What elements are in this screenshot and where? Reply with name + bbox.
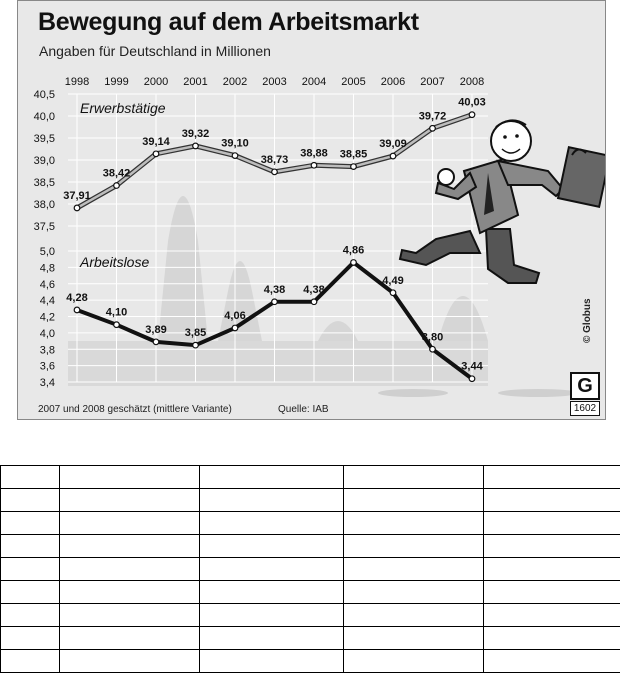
chart-footnote: 2007 und 2008 geschätzt (mittlere Variante) [38, 404, 232, 415]
data-point [430, 346, 436, 352]
data-label: 3,44 [461, 361, 483, 373]
data-label: 4,10 [106, 307, 127, 319]
table-cell [60, 535, 200, 558]
chart-subtitle: Angaben für Deutschland in Millionen [39, 43, 271, 59]
data-label: 3,85 [185, 327, 206, 339]
table-row [1, 512, 620, 535]
y-tick-label: 4,4 [40, 295, 55, 307]
x-tick-label: 2000 [144, 76, 168, 88]
y-tick-label: 40,0 [34, 111, 55, 123]
table-cell [344, 581, 484, 604]
table-row [1, 466, 620, 489]
table-row [1, 535, 620, 558]
y-tick-label: 5,0 [40, 246, 55, 258]
data-point [390, 153, 396, 159]
data-label: 3,80 [422, 331, 443, 343]
data-label: 4,49 [382, 275, 403, 287]
graphic-number: 1602 [570, 401, 600, 416]
decor-dome [318, 321, 358, 341]
runner-front-leg [486, 229, 539, 283]
runner-eye [503, 135, 507, 139]
data-point [272, 299, 278, 305]
table-row [1, 558, 620, 581]
table-cell [200, 627, 344, 650]
table-cell [200, 466, 344, 489]
data-point [193, 342, 199, 348]
table-cell [344, 650, 484, 673]
data-label: 39,32 [182, 128, 210, 140]
y-tick-label: 4,6 [40, 279, 55, 291]
table-cell [484, 581, 620, 604]
runner-back-leg [400, 231, 480, 265]
data-label: 37,91 [63, 190, 91, 202]
runner-shadow [378, 389, 448, 397]
x-tick-label: 2008 [460, 76, 484, 88]
data-point [351, 164, 357, 170]
y-tick-label: 4,8 [40, 262, 55, 274]
table-cell [1, 604, 60, 627]
table-cell [200, 604, 344, 627]
x-tick-label: 2001 [183, 76, 207, 88]
data-point [232, 153, 238, 159]
data-label: 39,10 [221, 138, 249, 150]
data-label: 39,09 [379, 138, 407, 150]
data-point [430, 126, 436, 132]
y-tick-label: 3,8 [40, 344, 55, 356]
data-label: 39,72 [419, 110, 447, 122]
runner-shadow [498, 389, 578, 397]
table-cell [200, 558, 344, 581]
table-cell [344, 466, 484, 489]
data-label: 38,85 [340, 149, 368, 161]
decor-ground [68, 341, 488, 386]
table-cell [60, 489, 200, 512]
table-cell [484, 466, 620, 489]
table-cell [484, 650, 620, 673]
table-cell [344, 535, 484, 558]
table-cell [200, 581, 344, 604]
data-point [232, 325, 238, 331]
x-tick-label: 1998 [65, 76, 89, 88]
table-cell [484, 489, 620, 512]
table-cell [484, 604, 620, 627]
data-point [193, 143, 199, 149]
y-tick-label: 3,4 [40, 377, 55, 389]
table-cell [1, 466, 60, 489]
data-label: 40,03 [458, 97, 486, 109]
table-cell [484, 512, 620, 535]
chart-title: Bewegung auf dem Arbeitsmarkt [38, 8, 419, 37]
table-cell [344, 512, 484, 535]
y-tick-label: 39,0 [34, 155, 55, 167]
y-tick-label: 37,5 [34, 221, 55, 233]
table-cell [60, 466, 200, 489]
table-cell [60, 650, 200, 673]
data-label: 38,73 [261, 154, 289, 166]
table-cell [60, 604, 200, 627]
data-point [311, 162, 317, 168]
data-point [153, 339, 159, 345]
decor-tower [218, 261, 262, 341]
data-point [74, 205, 80, 211]
series-label-erwerbstaetige: Erwerbstätige [80, 100, 166, 116]
data-label: 38,88 [300, 147, 328, 159]
table-row [1, 627, 620, 650]
x-tick-label: 2007 [420, 76, 444, 88]
series-label-arbeitslose: Arbeitslose [79, 254, 149, 270]
y-tick-label: 39,5 [34, 133, 55, 145]
table-cell [60, 627, 200, 650]
infographic-panel [17, 0, 606, 420]
data-point [272, 169, 278, 175]
table-cell [1, 650, 60, 673]
table-cell [344, 489, 484, 512]
decor-spire [158, 196, 208, 341]
chart-source: Quelle: IAB [278, 404, 329, 415]
table-cell [344, 627, 484, 650]
x-tick-label: 2004 [302, 76, 326, 88]
data-label: 4,06 [224, 310, 245, 322]
data-point [469, 376, 475, 382]
y-tick-label: 4,0 [40, 328, 55, 340]
data-label: 39,14 [142, 136, 170, 148]
x-tick-label: 2006 [381, 76, 405, 88]
table-cell [200, 650, 344, 673]
table-row [1, 604, 620, 627]
y-tick-label: 38,0 [34, 199, 55, 211]
data-label: 38,42 [103, 168, 131, 180]
table-cell [1, 489, 60, 512]
x-tick-label: 2002 [223, 76, 247, 88]
table-cell [60, 512, 200, 535]
briefcase-icon [558, 147, 606, 207]
data-label: 4,86 [343, 244, 364, 256]
table-cell [60, 558, 200, 581]
table-row [1, 489, 620, 512]
table-cell [1, 581, 60, 604]
table-cell [1, 512, 60, 535]
copyright-notice: © Globus [582, 298, 593, 343]
y-tick-label: 4,2 [40, 312, 55, 324]
table-cell [484, 535, 620, 558]
table-cell [1, 627, 60, 650]
y-tick-label: 38,5 [34, 177, 55, 189]
data-label: 3,89 [145, 324, 166, 336]
table-cell [1, 535, 60, 558]
table-cell [200, 512, 344, 535]
data-label: 4,28 [66, 292, 87, 304]
x-tick-label: 1999 [104, 76, 128, 88]
data-label: 4,38 [303, 284, 324, 296]
x-tick-label: 2003 [262, 76, 286, 88]
chart [18, 1, 606, 420]
table-row [1, 581, 620, 604]
globus-logo: G [570, 372, 600, 400]
data-point [114, 183, 120, 189]
data-point [351, 260, 357, 266]
data-point [390, 290, 396, 296]
x-tick-label: 2005 [341, 76, 365, 88]
data-point [74, 307, 80, 313]
data-point [114, 322, 120, 328]
data-point [153, 151, 159, 157]
table-cell [484, 558, 620, 581]
table-cell [1, 558, 60, 581]
table-cell [344, 558, 484, 581]
data-point [311, 299, 317, 305]
empty-table [0, 465, 620, 673]
y-tick-label: 40,5 [34, 89, 55, 101]
runner-hand [438, 169, 454, 185]
table-row [1, 650, 620, 673]
y-tick-label: 3,6 [40, 361, 55, 373]
runner-eye [515, 134, 519, 138]
table-cell [484, 627, 620, 650]
table-cell [60, 581, 200, 604]
table-cell [344, 604, 484, 627]
table-cell [200, 489, 344, 512]
decor-arch [438, 296, 488, 341]
data-point [469, 112, 475, 118]
data-label: 4,38 [264, 284, 285, 296]
table-cell [200, 535, 344, 558]
